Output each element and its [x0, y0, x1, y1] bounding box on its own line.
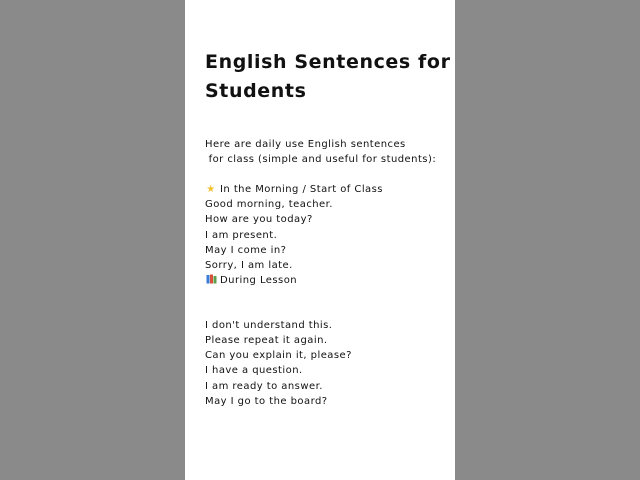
spacer	[205, 288, 455, 318]
sentence-line: May I go to the board?	[205, 395, 328, 407]
document-page	[185, 0, 455, 480]
sentence-line: Sorry, I am late.	[205, 259, 293, 271]
sentence-line: I don't understand this.	[205, 320, 333, 332]
sentence-line: I have a question.	[205, 365, 303, 377]
sentence-line: Good morning, teacher.	[205, 199, 333, 211]
section-heading-label: In the Morning / Start of Class	[220, 184, 383, 196]
spacer	[205, 167, 455, 182]
section-heading-label: During Lesson	[220, 274, 298, 286]
books-icon	[205, 273, 217, 288]
sentence-line: Can you explain it, please?	[205, 350, 352, 362]
sentence-line: How are you today?	[205, 214, 313, 226]
intro-line: Here are daily use English sentences	[205, 139, 406, 150]
sentence-line: Please repeat it again.	[205, 335, 328, 347]
sentence-line: I am present.	[205, 229, 278, 241]
section-heading-morning	[205, 182, 455, 197]
star-icon: ★	[206, 184, 216, 196]
sentence-line: May I come in?	[205, 244, 287, 256]
sentence-line: I am ready to answer.	[205, 380, 323, 392]
intro-line: for class (simple and useful for students):	[205, 154, 437, 166]
section-heading-lesson	[205, 273, 455, 288]
document-body	[205, 137, 455, 409]
page-title: English Sentences for Students	[205, 51, 451, 102]
